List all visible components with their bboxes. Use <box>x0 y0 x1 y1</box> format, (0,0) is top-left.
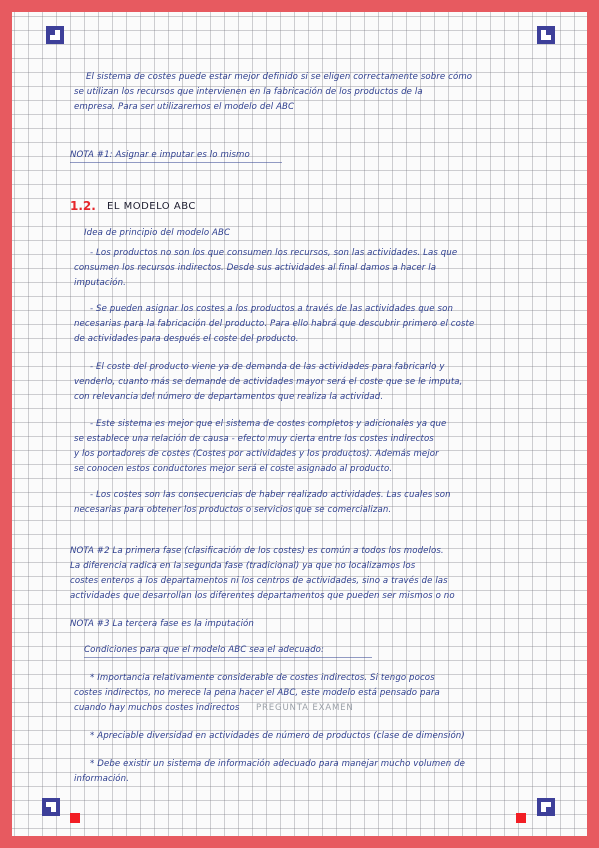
bullet-line: de actividades para después el coste del producto. <box>74 334 299 344</box>
bullet-line: - Los productos no son los que consumen los recursos, son las actividades. Las que <box>90 248 458 258</box>
bullet-line: imputación. <box>74 278 126 288</box>
condition-line: información. <box>74 774 130 784</box>
bullet-line: - Los costes son las consecuencias de haber realizado actividades. Las cuales son <box>90 490 451 500</box>
nota-2-line: NOTA #2 La primera fase (clasificación de los costes) es común a todos los modelos. <box>70 546 444 556</box>
condition-line: costes indirectos, no merece la pena hacer el ABC, este modelo está pensado para <box>74 688 440 698</box>
red-square-mark <box>70 813 80 823</box>
bullet-line: - El coste del producto viene ya de demanda de las actividades para fabricarlo y <box>90 362 445 372</box>
condition-line: cuando hay muchos costes indirectos <box>74 703 240 713</box>
red-square-mark <box>516 813 526 823</box>
condition-line: * Importancia relativamente considerable de costes indirectos. Si tengo pocos <box>90 673 435 683</box>
intro-line: El sistema de costes puede estar mejor definido si se eligen correctamente sobre cómo <box>86 72 473 82</box>
corner-marker-icon-bottom-right <box>537 798 555 816</box>
intro-line: empresa. Para ser utilizaremos el modelo del ABC <box>74 102 295 112</box>
underline <box>84 657 372 658</box>
bullet-line: se conocen estos conductores mejor será el coste asignado al producto. <box>74 464 393 474</box>
bullet-line: y los portadores de costes (Costes por actividades y los productos). Además mejor <box>74 449 439 459</box>
conditions-heading: Condiciones para que el modelo ABC sea el adecuado: <box>84 645 325 655</box>
underline <box>70 162 282 163</box>
condition-line: * Debe existir un sistema de información adecuado para manejar mucho volumen de <box>90 759 466 769</box>
nota-2-line: costes enteros a los departamentos ni los centros de actividades, sino a través de las <box>70 576 448 586</box>
bullet-line: necesarias para obtener los productos o servicios que se comercializan. <box>74 505 392 515</box>
nota-1: NOTA #1: Asignar e imputar es lo mismo <box>70 150 250 160</box>
nota-3: NOTA #3 La tercera fase es la imputación <box>70 619 254 629</box>
bullet-line: se establece una relación de causa - efecto muy cierta entre los costes indirectos <box>74 434 434 444</box>
bullet-line: venderlo, cuanto más se demande de actividades mayor será el coste que se le imputa, <box>74 377 463 387</box>
section-title: EL MODELO ABC <box>107 201 196 212</box>
idea-heading: Idea de principio del modelo ABC <box>84 228 231 238</box>
bullet-line: - Este sistema es mejor que el sistema de costes completos y adicionales ya que <box>90 419 447 429</box>
corner-marker-icon-top-right <box>537 26 555 44</box>
notebook-page <box>12 12 587 836</box>
bullet-line: - Se pueden asignar los costes a los productos a través de las actividades que son <box>90 304 454 314</box>
condition-line: * Apreciable diversidad en actividades de número de productos (clase de dimensión) <box>90 731 465 741</box>
pencil-note: PREGUNTA EXAMEN <box>256 703 354 713</box>
section-number: 1.2. <box>70 199 96 213</box>
corner-marker-icon-top-left <box>46 26 64 44</box>
corner-marker-icon-bottom-left <box>42 798 60 816</box>
nota-2-line: actividades que desarrollan los diferentes departamentos que pueden ser mismos o no <box>70 591 455 601</box>
intro-line: se utilizan los recursos que intervienen en la fabricación de los productos de la <box>74 87 423 97</box>
bullet-line: con relevancia del número de departamentos que realiza la actividad. <box>74 392 384 402</box>
nota-2-line: La diferencia radica en la segunda fase (tradicional) ya que no localizamos los <box>70 561 416 571</box>
bullet-line: necesarias para la fabricación del producto. Para ello habrá que descubrir primero el coste <box>74 319 475 329</box>
bullet-line: consumen los recursos indirectos. Desde sus actividades al final damos a hacer la <box>74 263 437 273</box>
